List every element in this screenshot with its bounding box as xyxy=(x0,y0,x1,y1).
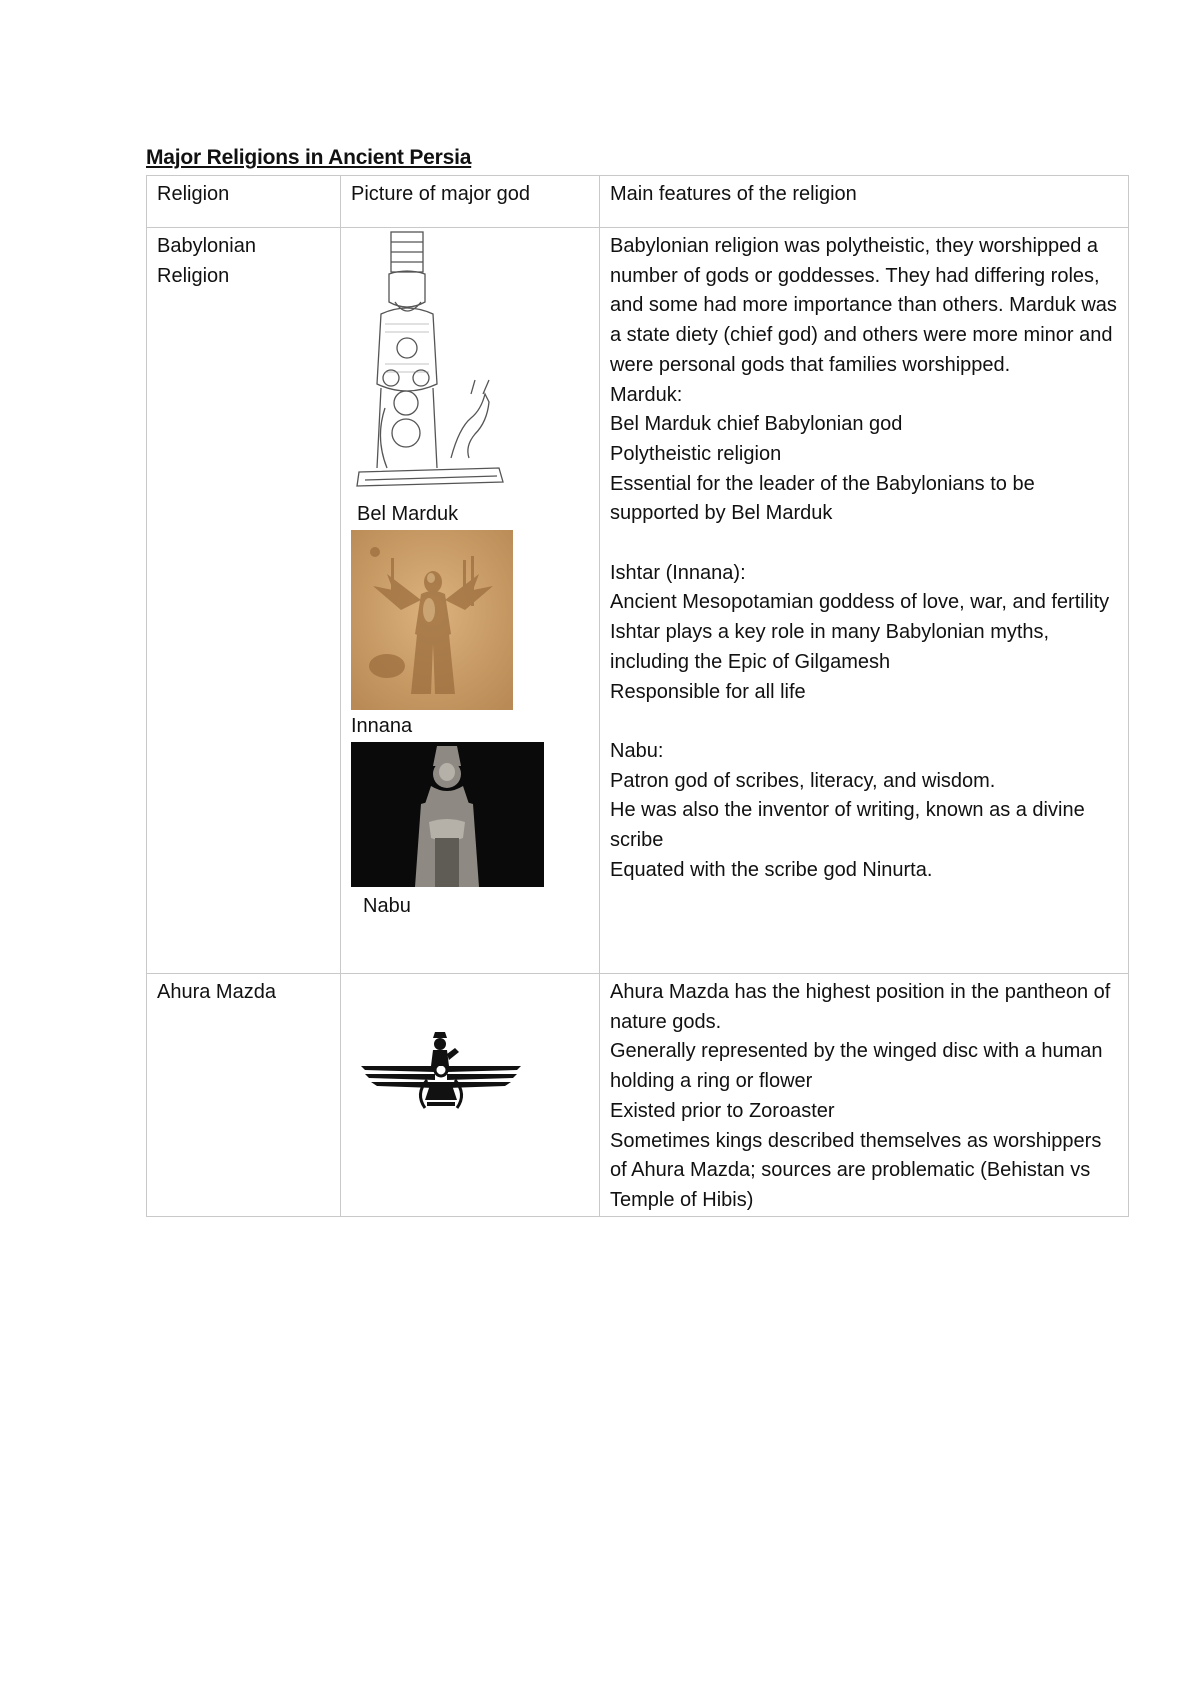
page-title: Major Religions in Ancient Persia xyxy=(146,146,472,169)
feature-text: He was also the inventor of writing, known as a divine scribe xyxy=(610,799,1085,852)
table-row-babylonian xyxy=(147,228,1129,974)
table-row-ahura-mazda xyxy=(147,974,1129,1217)
feature-text: Patron god of scribes, literacy, and wisdom. xyxy=(610,769,996,792)
feature-text: Equated with the scribe god Ninurta. xyxy=(610,858,933,881)
caption-nabu: Nabu xyxy=(363,895,411,917)
feature-text: Polytheistic religion xyxy=(610,442,782,465)
header-religion: Religion xyxy=(147,176,341,228)
blank-line xyxy=(610,529,1118,559)
blank-line xyxy=(610,707,1118,737)
features-cell xyxy=(600,228,1129,974)
feature-text: Sometimes kings described themselves as worshippers of Ahura Mazda; sources are problematic (Behistan vs Temple of Hibis) xyxy=(610,1129,1102,1211)
picture-cell xyxy=(341,974,600,1217)
feature-text: Babylonian religion was polytheistic, they worshipped a number of gods or goddesses. They had differing roles, and some had more importance than others. Marduk was a state diety (chief god) and others were more minor and were personal gods that families worshipped. xyxy=(610,235,1117,376)
header-features: Main features of the religion xyxy=(600,176,1129,228)
nabu-image xyxy=(351,742,544,887)
feature-text: Generally represented by the winged disc with a human holding a ring or flower xyxy=(610,1040,1103,1093)
features-cell xyxy=(600,974,1129,1217)
feature-text: Ancient Mesopotamian goddess of love, war, and fertility xyxy=(610,591,1110,614)
picture-cell xyxy=(341,228,600,974)
feature-text: Ishtar (Innana): xyxy=(610,561,746,584)
religion-name: Ahura Mazda xyxy=(147,974,341,1217)
marduk-image xyxy=(351,228,509,496)
religions-table xyxy=(146,175,1129,1217)
feature-text: Essential for the leader of the Babylonians to be supported by Bel Marduk xyxy=(610,472,1035,525)
religion-name: Babylonian Religion xyxy=(147,228,341,974)
header-picture: Picture of major god xyxy=(341,176,600,228)
feature-text: Ishtar plays a key role in many Babylonian myths, including the Epic of Gilgamesh xyxy=(610,621,1050,673)
innana-image xyxy=(351,530,513,710)
feature-text: Nabu: xyxy=(610,739,664,762)
feature-text: Bel Marduk chief Babylonian god xyxy=(610,413,903,436)
faravahar-image xyxy=(357,1030,525,1110)
caption-bel-marduk: Bel Marduk xyxy=(357,503,459,525)
feature-text: Ahura Mazda has the highest position in the pantheon of nature gods. xyxy=(610,981,1111,1033)
table-header-row xyxy=(147,176,1129,228)
caption-innana: Innana xyxy=(351,715,413,737)
feature-text: Marduk: xyxy=(610,383,683,406)
feature-text: Existed prior to Zoroaster xyxy=(610,1099,835,1122)
feature-text: Responsible for all life xyxy=(610,680,806,703)
